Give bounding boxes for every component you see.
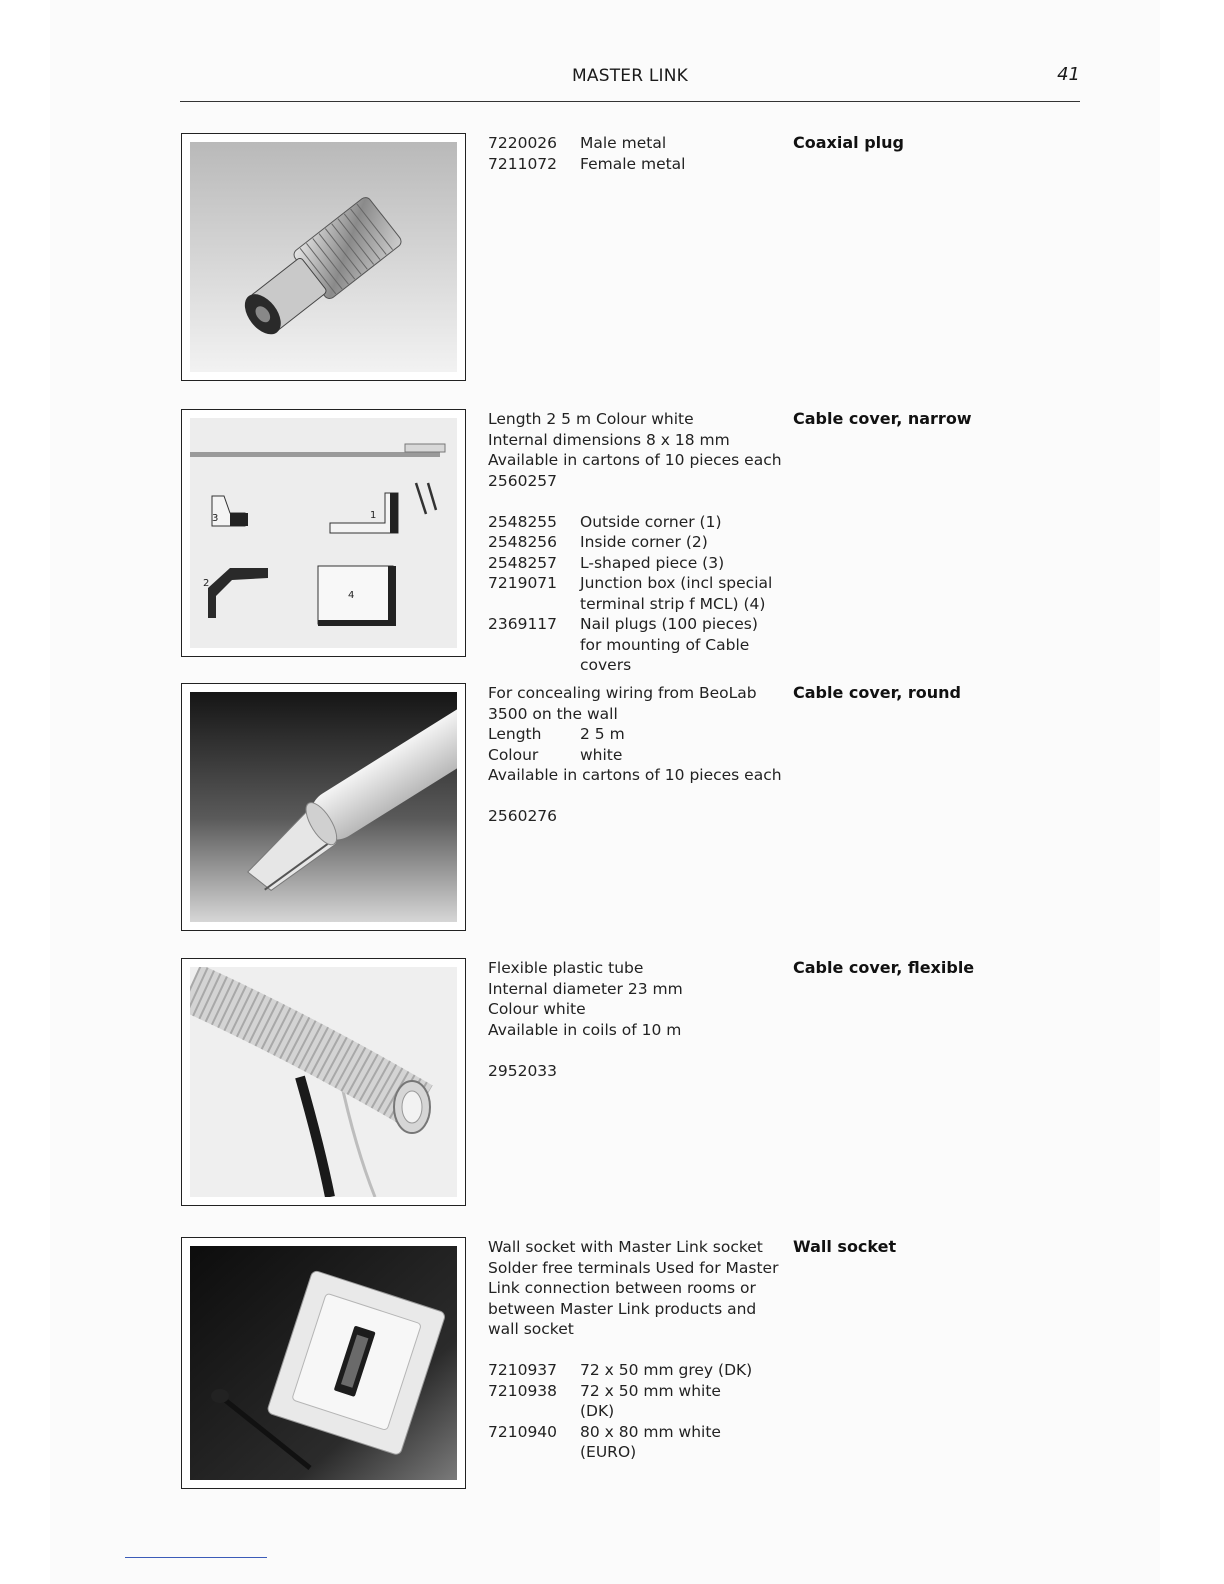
part-code: 7219071 [488,574,558,592]
part-code: 7211072 [488,154,558,173]
part-text: Outside corner (1) [580,512,722,531]
part-text: 72 x 50 mm grey (DK) [580,1361,753,1379]
figure-label: 3 [212,513,219,524]
description-line: For concealing wiring from BeoLab [488,684,757,702]
table-row [488,1381,788,1422]
part-code: 7220026 [488,134,558,152]
part-code: 2560276 [488,807,558,825]
coaxial-plug-image [190,142,457,372]
figure-label: 2 [203,578,210,589]
part-code: 2952033 [488,1061,558,1080]
table-row [488,724,788,745]
cable-cover-round-image [190,692,457,922]
coaxial-plug-photo [181,133,466,381]
description-line: wall socket [488,1320,574,1338]
description-line: Internal diameter 23 mm [488,979,683,998]
section-title: Coaxial plug [793,133,904,152]
section-title: Cable cover, flexible [793,958,975,977]
table-row [488,532,788,553]
description-line: Available in cartons of 10 pieces each [488,451,782,469]
wall-socket-photo [181,1237,466,1489]
part-text: Nail plugs (100 pieces) for mounting of Cable covers [580,615,758,674]
spec-label: Length [488,725,542,743]
wall-socket-description [488,1237,788,1463]
part-code: 7210940 [488,1422,558,1441]
description-line: Length 2 5 m Colour white [488,410,694,428]
section-title: Cable cover, narrow [793,409,972,428]
cable-cover-flexible-description [488,958,788,1081]
spec-label: Colour [488,745,539,764]
description-line: Wall socket with Master Link socket [488,1238,763,1256]
description-line: Available in coils of 10 m [488,1020,682,1039]
part-code: 7210938 [488,1381,558,1400]
part-text: Junction box (incl special terminal strip f MCL) (4) [580,574,773,613]
cable-cover-narrow-description [488,409,788,676]
table-row [488,553,788,574]
section-title: Wall socket [793,1237,897,1256]
page-header-title: MASTER LINK [572,66,688,86]
part-code: 2548255 [488,512,558,531]
spec-value: 2 5 m [580,725,625,743]
part-text: Male metal [580,134,667,152]
cable-cover-flexible-image [190,967,457,1197]
description-line: Colour white [488,1000,586,1018]
table-row [488,614,788,676]
figure-label: 1 [370,510,377,521]
part-code: 2548256 [488,533,558,551]
part-code: 2560257 [488,471,558,490]
cable-cover-round-description [488,683,788,827]
part-code: 2369117 [488,615,558,633]
cable-cover-narrow-photo [181,409,466,657]
coaxial-plug-description [488,133,788,174]
page-number: 41 [1057,64,1080,85]
table-row [488,573,788,614]
figure-label: 4 [348,590,355,601]
table-row [488,1422,788,1463]
table-row [488,133,788,154]
part-text: Inside corner (2) [580,533,708,551]
wall-socket-image [190,1246,457,1480]
description-line: Internal dimensions 8 x 18 mm [488,430,730,449]
description-line: 3500 on the wall [488,704,618,723]
section-title: Cable cover, round [793,683,961,702]
part-code: 2548257 [488,553,558,572]
description-line: Solder free terminals Used for Master [488,1258,779,1277]
part-code: 7210937 [488,1361,558,1379]
spec-value: white [580,745,623,764]
cable-cover-narrow-image [190,418,457,648]
description-line: between Master Link products and [488,1299,757,1318]
part-text: L-shaped piece (3) [580,553,725,572]
description-line: Link connection between rooms or [488,1279,756,1297]
part-text: 80 x 80 mm white (EURO) [580,1422,721,1461]
table-row [488,512,788,533]
table-row [488,745,788,766]
description-line: Available in cartons of 10 pieces each [488,766,782,784]
table-row [488,1360,788,1381]
part-text: Female metal [580,154,686,173]
footer-rule [125,1557,267,1558]
cable-cover-round-photo [181,683,466,931]
table-row [488,154,788,175]
part-text: 72 x 50 mm white (DK) [580,1381,721,1420]
header-rule [180,101,1080,102]
description-line: Flexible plastic tube [488,959,644,977]
cable-cover-flexible-photo [181,958,466,1206]
